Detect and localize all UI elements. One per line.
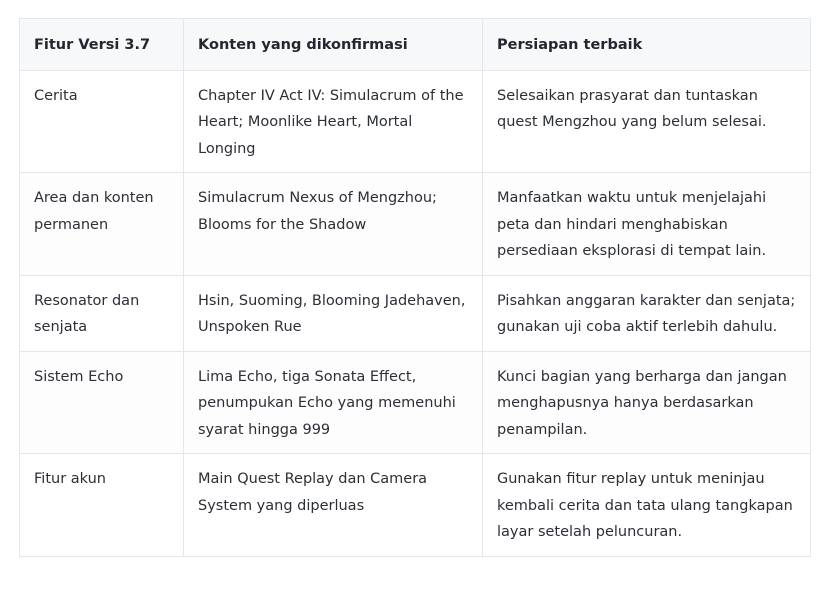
cell-feature: Resonator dan senjata <box>20 275 184 351</box>
table-row <box>20 351 811 454</box>
table-row <box>20 275 811 351</box>
cell-content: Chapter IV Act IV: Simulacrum of the Heart; Moonlike Heart, Mortal Longing <box>184 70 483 173</box>
cell-preparation: Manfaatkan waktu untuk menjelajahi peta dan hindari menghabiskan persediaan eksplorasi di tempat lain. <box>483 173 811 276</box>
table-row <box>20 173 811 276</box>
table-row <box>20 454 811 557</box>
header-confirmed-content: Konten yang dikonfirmasi <box>184 19 483 71</box>
cell-content: Lima Echo, tiga Sonata Effect, penumpukan Echo yang memenuhi syarat hingga 999 <box>184 351 483 454</box>
header-feature: Fitur Versi 3.7 <box>20 19 184 71</box>
cell-feature: Area dan konten permanen <box>20 173 184 276</box>
cell-preparation: Gunakan fitur replay untuk meninjau kembali cerita dan tata ulang tangkapan layar setelah peluncuran. <box>483 454 811 557</box>
version-feature-table <box>19 18 811 557</box>
header-best-preparation: Persiapan terbaik <box>483 19 811 71</box>
cell-feature: Cerita <box>20 70 184 173</box>
table-row <box>20 70 811 173</box>
cell-feature: Fitur akun <box>20 454 184 557</box>
cell-preparation: Pisahkan anggaran karakter dan senjata; gunakan uji coba aktif terlebih dahulu. <box>483 275 811 351</box>
cell-preparation: Kunci bagian yang berharga dan jangan menghapusnya hanya berdasarkan penampilan. <box>483 351 811 454</box>
cell-content: Simulacrum Nexus of Mengzhou; Blooms for the Shadow <box>184 173 483 276</box>
cell-feature: Sistem Echo <box>20 351 184 454</box>
feature-table-container <box>19 18 810 557</box>
table-header-row <box>20 19 811 71</box>
cell-preparation: Selesaikan prasyarat dan tuntaskan quest Mengzhou yang belum selesai. <box>483 70 811 173</box>
cell-content: Main Quest Replay dan Camera System yang diperluas <box>184 454 483 557</box>
cell-content: Hsin, Suoming, Blooming Jadehaven, Unspoken Rue <box>184 275 483 351</box>
